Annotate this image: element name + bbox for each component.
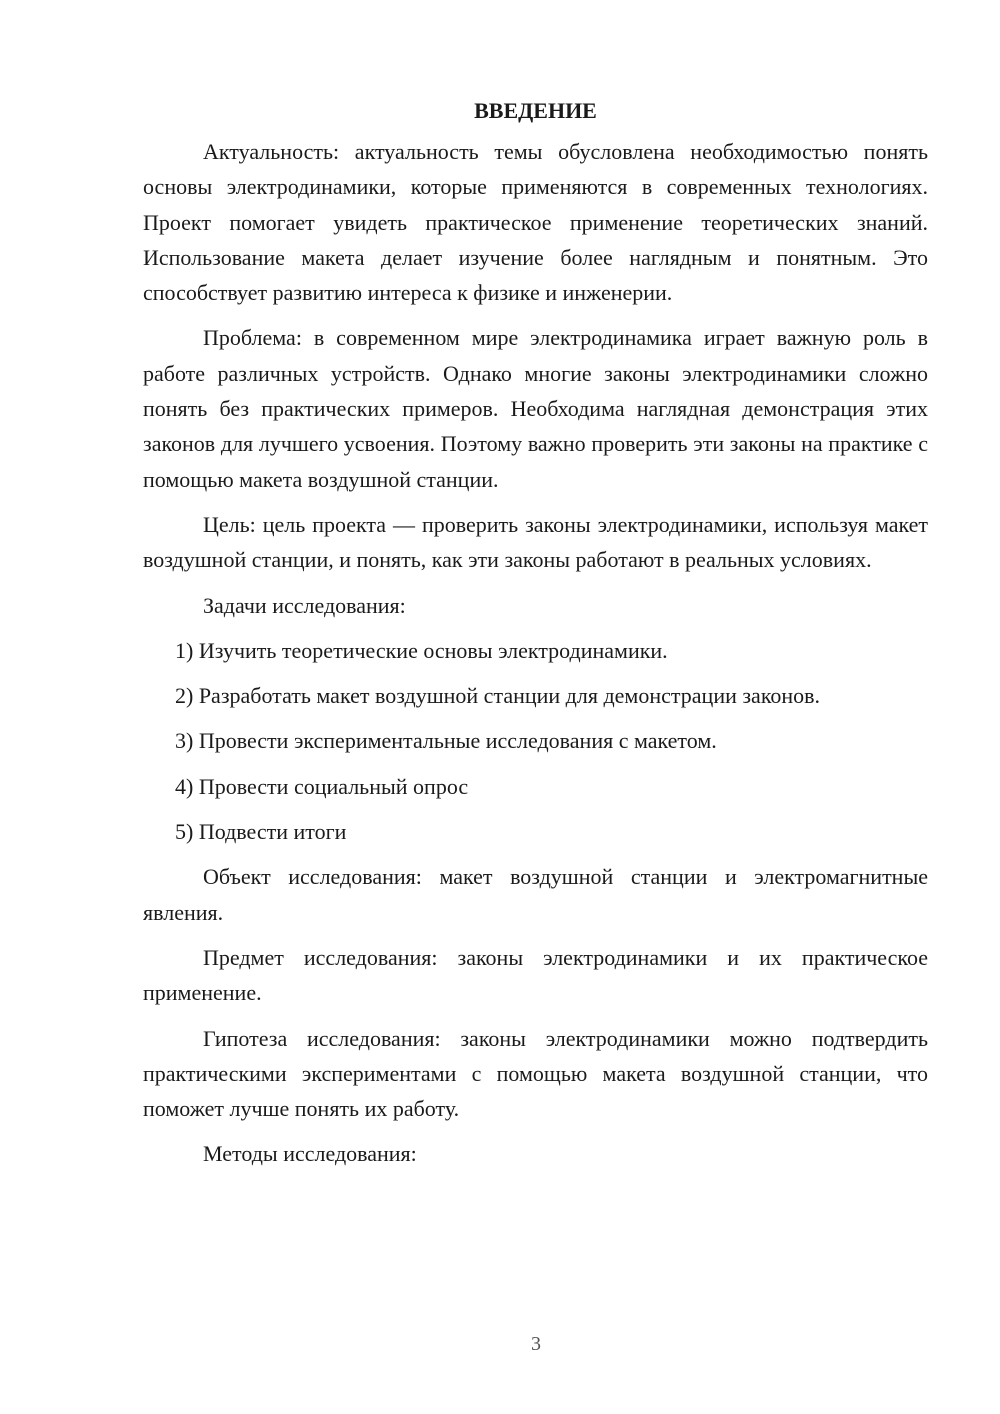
paragraph-hypothesis: Гипотеза исследования: законы электродинамики можно подтвердить практическими экспериментами с помощью макета воздушной станции, что поможет лучше понять их работу. [143,1025,928,1122]
paragraph-goal: Цель: цель проекта — проверить законы электродинамики, используя макет воздушной станции, и понять, как эти законы работают в реальных условиях. [143,511,928,573]
task-item-2: 2) Разработать макет воздушной станции для демонстрации законов. [175,683,821,709]
paragraph-object: Объект исследования: макет воздушной станции и электромагнитные явления. [143,864,928,925]
paragraph-subject: Предмет исследования: законы электродинамики и их практическое применение. [143,944,928,1006]
page-number: 3 [531,1333,541,1355]
paragraph-relevance: Актуальность: актуальность темы обусловлена необходимостью понять основы электродинамики, которые применяются в современных технологиях. Проект помогает увидеть практическое применение теоретических знаний. Использование макета делает изучение более наглядным и понятным. Это способствует развитию интереса к физике и инженерии. [143,139,928,306]
task-item-5: 5) Подвести итоги [175,819,347,845]
paragraph-problem: Проблема: в современном мире электродинамика играет важную роль в работе различных устройств. Однако многие законы электродинамики сложно понять без практических примеров. Необходима наглядная демонстрация этих законов для лучшего усвоения. Поэтому важно проверить эти законы на практике с помощью макета воздушной станции. [143,325,928,492]
task-item-4: 4) Провести социальный опрос [175,773,469,799]
section-title: ВВЕДЕНИЕ [474,98,597,123]
task-item-1: 1) Изучить теоретические основы электродинамики. [175,637,668,663]
paragraph-methods: Методы исследования: [203,1141,417,1167]
paragraph-tasks-heading: Задачи исследования: [203,592,406,618]
task-item-3: 3) Провести экспериментальные исследования с макетом. [175,728,717,754]
document-page [143,96,928,1182]
